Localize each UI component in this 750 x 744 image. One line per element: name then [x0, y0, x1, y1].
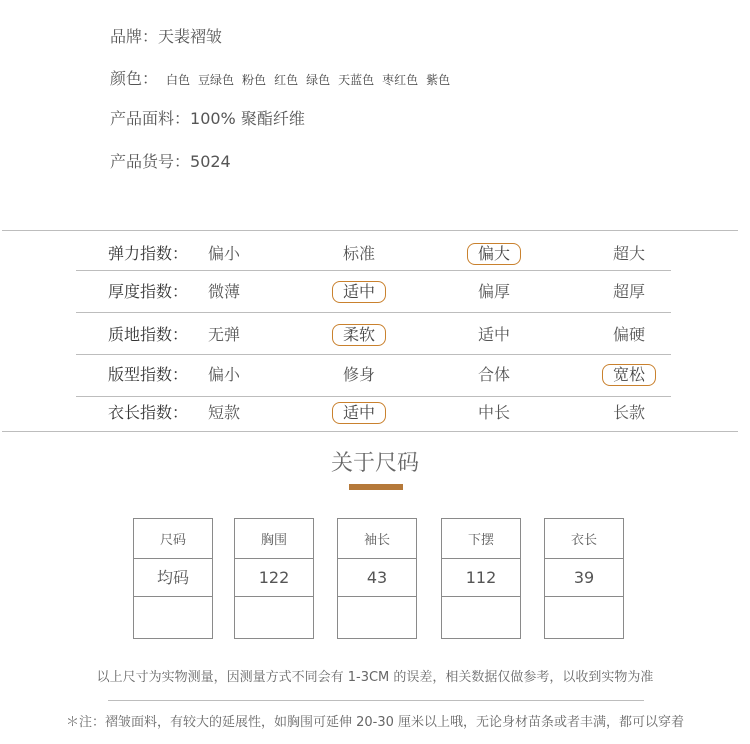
color-option: 绿色 [306, 73, 331, 87]
size-header: 袖长 [338, 519, 416, 559]
size-column-size [133, 518, 213, 639]
index-option: 无弹 [207, 325, 241, 344]
color-option: 白色 [166, 73, 191, 87]
index-option-selected: 适中 [332, 281, 386, 303]
index-row-fit [76, 356, 671, 394]
index-label: 厚度指数： [108, 282, 189, 301]
index-option: 长款 [612, 403, 646, 422]
index-row-thickness [76, 273, 671, 311]
size-value: 112 [442, 559, 520, 597]
item-number-label: 产品货号： [110, 152, 191, 171]
size-section-title: 关于尺码 [330, 451, 419, 476]
color-option: 粉色 [242, 73, 267, 87]
item-number-line [110, 149, 231, 172]
item-number-value: 5024 [190, 152, 231, 171]
size-empty-cell [235, 597, 313, 638]
size-column-length [544, 518, 624, 639]
index-option: 偏小 [207, 244, 241, 263]
index-option: 超大 [612, 244, 646, 263]
size-column-sleeve [337, 518, 417, 639]
index-option: 微薄 [207, 282, 241, 301]
size-column-hem [441, 518, 521, 639]
measurement-note: 以上尺寸为实物测量，因测量方式不同会有 1-3CM 的误差，相关数据仅做参考，以收到实物为准 [96, 670, 654, 685]
size-empty-cell [338, 597, 416, 638]
colors-label: 颜色： [110, 69, 159, 88]
size-header: 衣长 [545, 519, 623, 559]
color-option: 豆绿色 [198, 73, 235, 87]
fabric-line [110, 106, 305, 129]
fabric-value: 100% 聚酯纤维 [190, 109, 305, 128]
index-label: 弹力指数： [108, 244, 189, 263]
size-value: 均码 [134, 559, 212, 597]
size-header: 胸围 [235, 519, 313, 559]
index-option: 超厚 [612, 282, 646, 301]
size-value: 122 [235, 559, 313, 597]
index-row-elasticity [76, 235, 671, 273]
divider [2, 230, 738, 231]
color-option: 红色 [274, 73, 299, 87]
size-value: 39 [545, 559, 623, 597]
title-accent-bar [349, 484, 403, 490]
color-option: 枣红色 [382, 73, 419, 87]
size-empty-cell [442, 597, 520, 638]
index-option: 适中 [477, 325, 511, 344]
brand-label: 品牌： [110, 27, 159, 46]
color-option: 天蓝色 [338, 73, 375, 87]
index-label: 质地指数： [108, 325, 189, 344]
size-column-chest [234, 518, 314, 639]
index-row-length [76, 394, 671, 432]
index-label: 衣长指数： [108, 403, 189, 422]
index-option: 偏硬 [612, 325, 646, 344]
index-option-selected: 适中 [332, 402, 386, 424]
index-option: 中长 [477, 403, 511, 422]
fabric-footnote: ＊注：褶皱面料，有较大的延展性，如胸围可延伸 20-30 厘米以上哦，无论身材苗条或者丰满，都可以穿着 [65, 715, 685, 730]
divider [108, 700, 644, 701]
divider [76, 312, 671, 313]
size-empty-cell [134, 597, 212, 638]
colors-line [110, 66, 458, 89]
size-header: 尺码 [134, 519, 212, 559]
size-header: 下摆 [442, 519, 520, 559]
index-row-texture [76, 316, 671, 354]
index-option-selected: 偏大 [467, 243, 521, 265]
index-option-selected: 柔软 [332, 324, 386, 346]
size-empty-cell [545, 597, 623, 638]
index-option: 短款 [207, 403, 241, 422]
index-option: 偏小 [207, 365, 241, 384]
brand-value: 天裴褶皱 [158, 27, 223, 46]
fabric-label: 产品面料： [110, 109, 191, 128]
index-option: 修身 [342, 365, 376, 384]
index-label: 版型指数： [108, 365, 189, 384]
color-option: 紫色 [426, 73, 451, 87]
index-option-selected: 宽松 [602, 364, 656, 386]
index-option: 合体 [477, 365, 511, 384]
brand-line [110, 24, 222, 47]
index-option: 偏厚 [477, 282, 511, 301]
size-value: 43 [338, 559, 416, 597]
index-option: 标准 [342, 244, 376, 263]
divider [76, 354, 671, 355]
